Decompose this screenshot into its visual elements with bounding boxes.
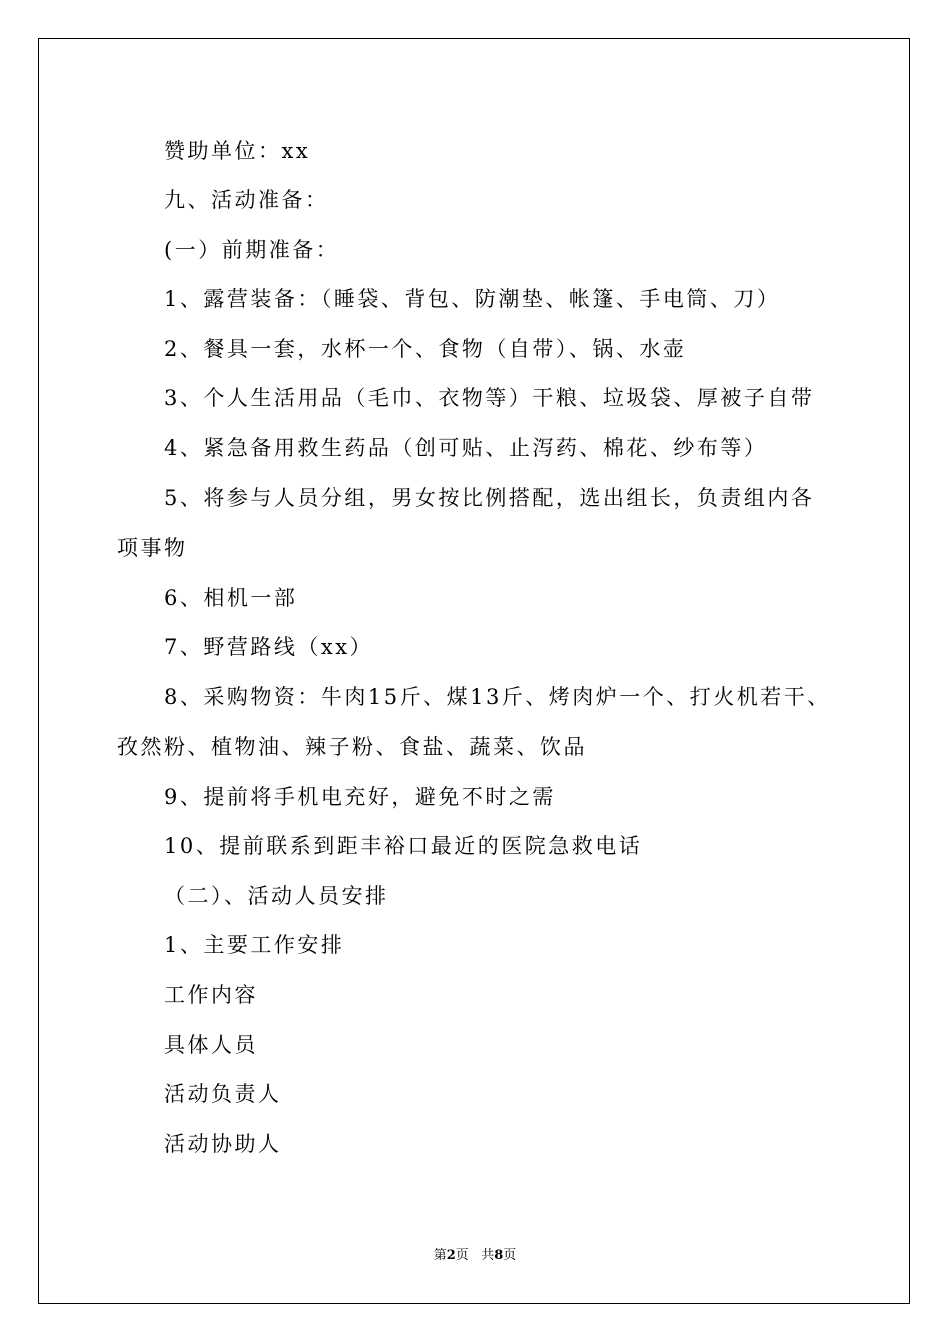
total-suffix: 页 [503,1248,517,1263]
section-heading: 九、活动准备： [164,188,329,212]
page-number: 2 [446,1248,456,1263]
total-pages: 8 [494,1248,504,1263]
list-item: 7、野营路线（xx） [164,635,374,659]
list-item: 9、提前将手机电充好，避免不时之需 [164,785,556,809]
list-item-continuation: 项事物 [117,536,188,560]
list-item: 8、采购物资：牛肉15斤、煤13斤、烤肉炉一个、打火机若干、 [164,685,831,709]
subsection-heading: (一）前期准备： [164,238,340,262]
list-item: 3、个人生活用品（毛巾、衣物等）干粮、垃圾袋、厚被子自带 [164,386,815,410]
list-item: 1、露营装备：（睡袋、背包、防潮垫、帐篷、手电筒、刀） [164,287,781,311]
subsection-heading: （二）、活动人员安排 [164,884,389,908]
page-suffix: 页 [455,1248,469,1263]
text-line: 具体人员 [164,1033,258,1057]
page-border [38,38,910,1304]
list-item: 4、紧急备用救生药品（创可贴、止泻药、棉花、纱布等） [164,436,768,460]
page-footer [0,1249,950,1262]
text-line: 活动协助人 [164,1132,282,1156]
list-item: 6、相机一部 [164,586,298,610]
list-item: 2、餐具一套，水杯一个、食物（自带）、锅、水壶 [164,337,687,361]
list-item: 5、将参与人员分组，男女按比例搭配，选出组长，负责组内各 [164,486,815,510]
total-prefix: 共 [481,1248,495,1263]
text-line: 赞助单位：xx [164,139,311,163]
page-prefix: 第 [433,1248,447,1263]
text-line: 活动负责人 [164,1082,282,1106]
list-item: 1、主要工作安排 [164,933,345,957]
list-item: 10、提前联系到距丰裕口最近的医院急救电话 [164,834,643,858]
list-item-continuation: 孜然粉、植物油、辣子粉、食盐、蔬菜、饮品 [117,735,587,759]
text-line: 工作内容 [164,983,258,1007]
